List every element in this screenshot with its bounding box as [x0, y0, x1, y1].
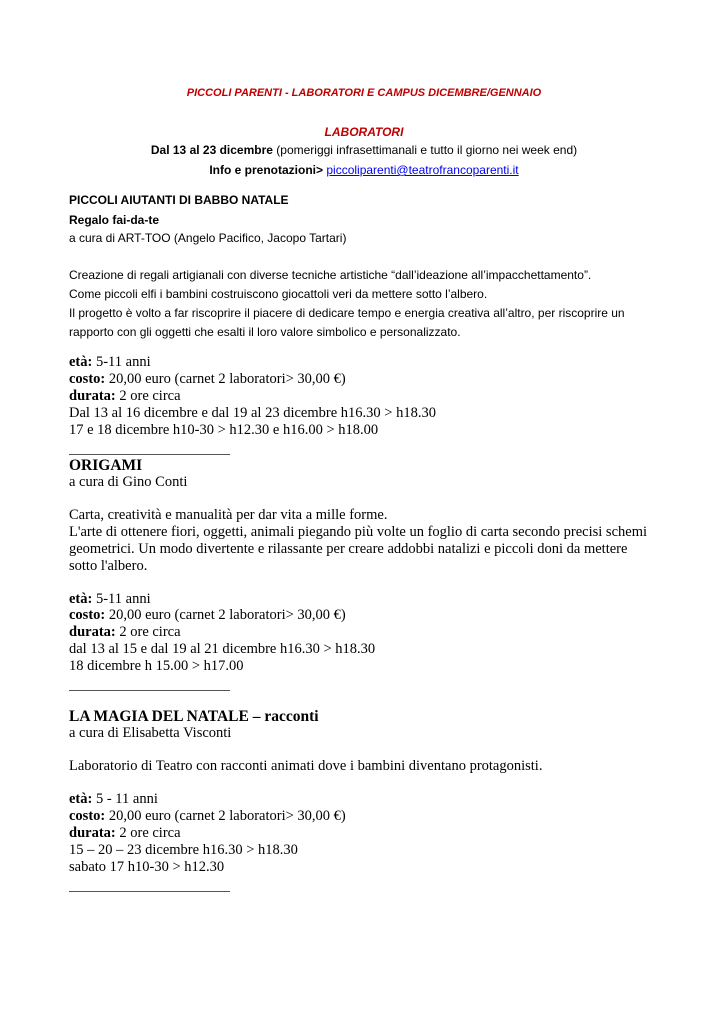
lab2-title: ORIGAMI — [69, 457, 143, 474]
lab2-desc-line: geometrici. Un modo divertente e rilassante per creare addobbi natalizi e piccoli doni da mettere — [69, 541, 628, 557]
separator-line — [69, 454, 230, 455]
document-title: PICCOLI PARENTI - LABORATORI E CAMPUS DICEMBRE/GENNAIO — [186, 87, 542, 99]
separator-line — [69, 891, 230, 892]
lab1-schedule-line: Dal 13 al 16 dicembre e dal 19 al 23 dicembre h16.30 > h18.30 — [69, 405, 436, 421]
lab1-desc-line: Il progetto è volto a far riscoprire il piacere di dedicare tempo e energia creativa all’altro, per riscoprire un — [69, 306, 625, 320]
lab1-curator: a cura di ART-TOO (Angelo Pacifico, Jacopo Tartari) — [69, 231, 347, 245]
lab1-desc-line: Come piccoli elfi i bambini costruiscono giocattoli veri da mettere sotto l’albero. — [69, 287, 488, 301]
lab2-desc-line: L'arte di ottenere fiori, oggetti, animali piegando più volte un foglio di carta secondo precisi schemi — [69, 524, 648, 540]
lab2-desc-line: sotto l'albero. — [69, 558, 148, 574]
lab1-eta: età: 5-11 anni — [69, 354, 151, 370]
lab3-desc-line: Laboratorio di Teatro con racconti animati dove i bambini diventano protagonisti. — [69, 758, 543, 774]
lab1-schedule-line: 17 e 18 dicembre h10-30 > h12.30 e h16.00 > h18.00 — [69, 422, 379, 438]
lab2-curator: a cura di Gino Conti — [69, 474, 188, 490]
info-label: Info e prenotazioni> — [209, 163, 327, 177]
lab2-schedule-line: dal 13 al 15 e dal 19 al 21 dicembre h16.30 > h18.30 — [69, 641, 376, 657]
lab1-costo: costo: 20,00 euro (carnet 2 laboratori> 30,00 €) — [69, 371, 346, 387]
lab2-eta: età: 5-11 anni — [69, 591, 151, 607]
lab1-desc-line: rapporto con gli oggetti che esalti il loro valore simbolico e personalizzato. — [69, 325, 461, 339]
lab2-schedule-line: 18 dicembre h 15.00 > h17.00 — [69, 658, 244, 674]
section-heading: LABORATORI — [324, 125, 404, 139]
lab3-curator: a cura di Elisabetta Visconti — [69, 725, 232, 741]
lab1-durata: durata: 2 ore circa — [69, 388, 181, 404]
lab3-eta: età: 5 - 11 anni — [69, 791, 158, 807]
lab2-desc-line: Carta, creatività e manualità per dar vita a mille forme. — [69, 507, 388, 523]
lab2-costo: costo: 20,00 euro (carnet 2 laboratori> 30,00 €) — [69, 607, 346, 623]
dates-rest: (pomeriggi infrasettimanali e tutto il giorno nei week end) — [272, 143, 578, 157]
dates-line — [69, 143, 659, 157]
lab3-schedule-line: sabato 17 h10-30 > h12.30 — [69, 859, 225, 875]
lab3-schedule-line: 15 – 20 – 23 dicembre h16.30 > h18.30 — [69, 842, 298, 858]
info-email-link[interactable]: piccoliparenti@teatrofrancoparenti.it — [326, 163, 519, 177]
info-line — [69, 163, 659, 177]
lab3-title: LA MAGIA DEL NATALE – racconti — [69, 708, 319, 725]
dates-bold: Dal 13 al 23 dicembre — [150, 143, 273, 157]
lab1-subtitle: Regalo fai-da-te — [69, 213, 160, 227]
lab1-desc-line: Creazione di regali artigianali con diverse tecniche artistiche “dall’ideazione all’impacchettamento”. — [69, 268, 592, 282]
separator-line — [69, 690, 230, 691]
lab3-costo: costo: 20,00 euro (carnet 2 laboratori> 30,00 €) — [69, 808, 346, 824]
lab1-title: PICCOLI AIUTANTI DI BABBO NATALE — [69, 193, 289, 207]
lab3-durata: durata: 2 ore circa — [69, 825, 181, 841]
lab2-durata: durata: 2 ore circa — [69, 624, 181, 640]
